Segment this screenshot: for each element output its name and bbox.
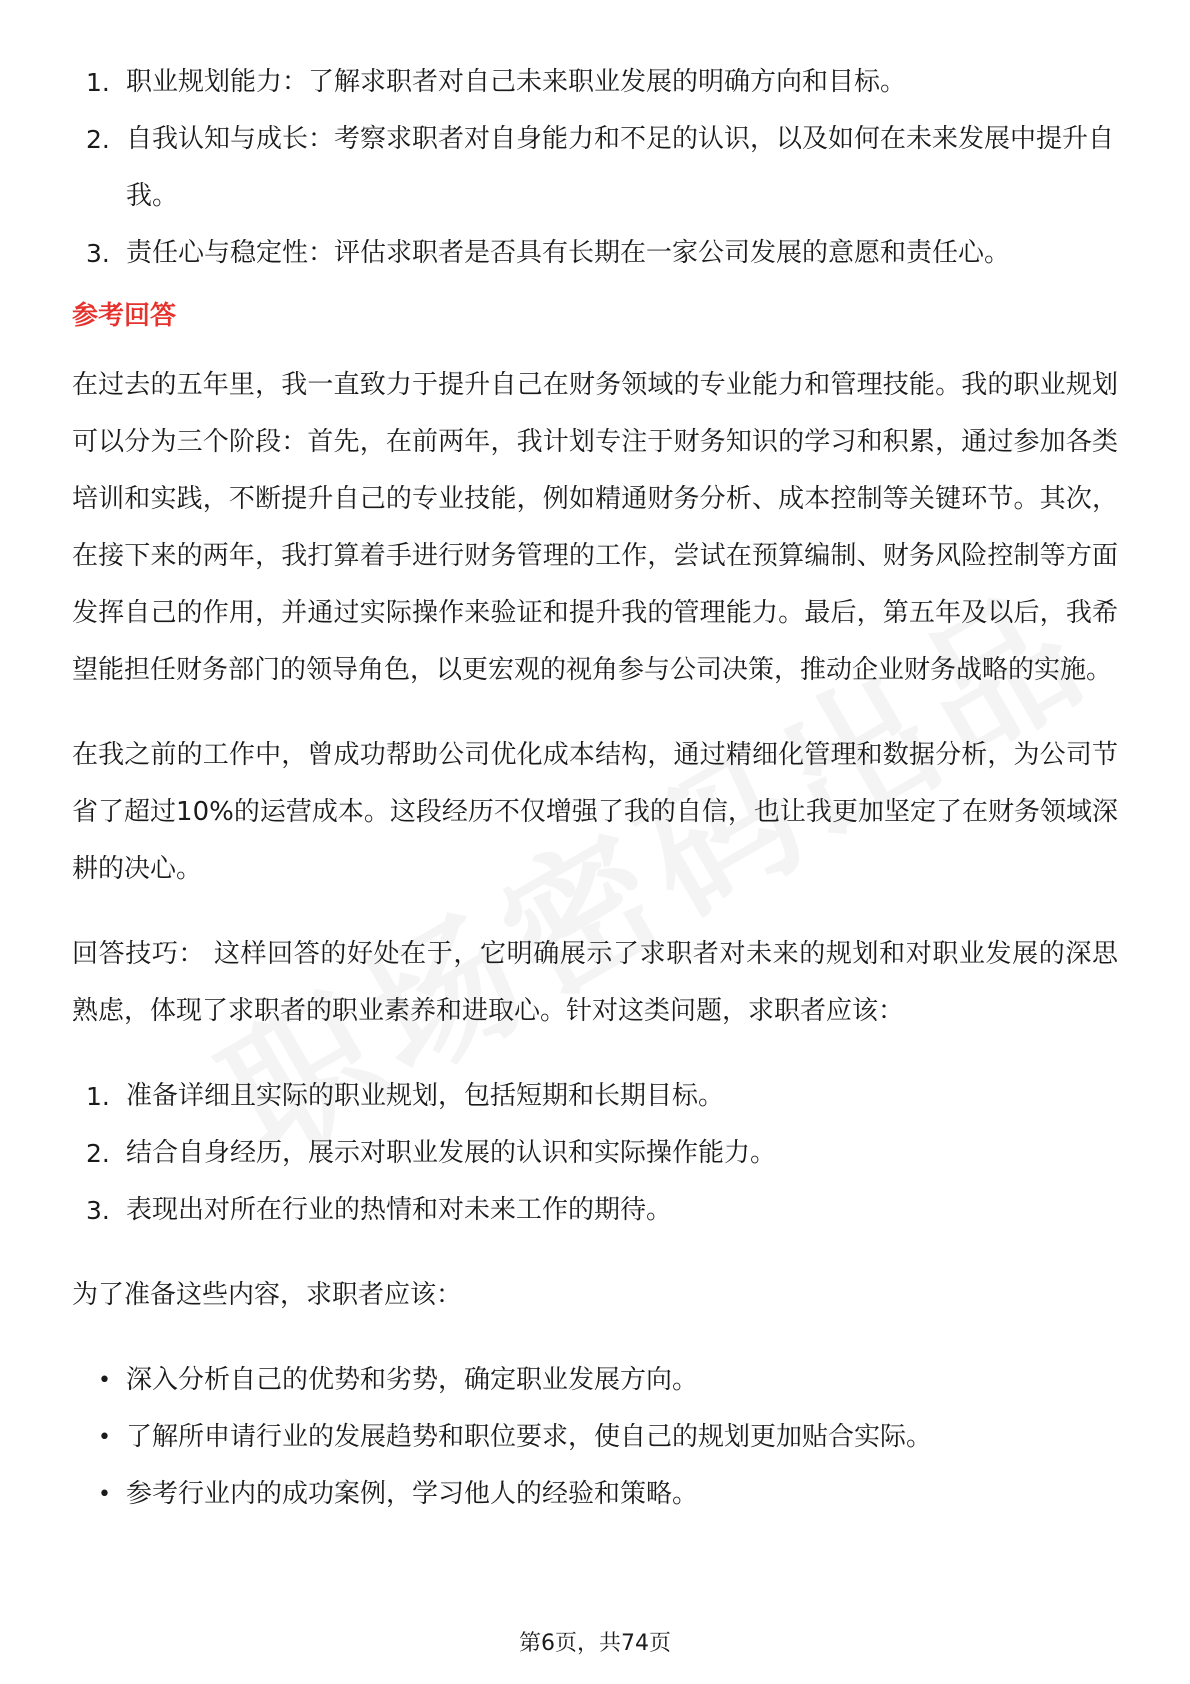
criteria-list — [72, 54, 1118, 282]
preparation-list — [72, 1352, 1118, 1523]
page-content — [72, 54, 1118, 1523]
answer-paragraph-1: 在过去的五年里，我一直致力于提升自己在财务领域的专业能力和管理技能。我的职业规划可以分为三个阶段：首先，在前两年，我计划专注于财务知识的学习和积累，通过参加各类培训和实践，不断提升自己的专业技能，例如精通财务分析、成本控制等关键环节。其次，在接下来的两年，我打算着手进行财务管理的工作，尝试在预算编制、财务风险控制等方面发挥自己的作用，并通过实际操作来验证和提升我的管理能力。最后，第五年及以后，我希望能担任财务部门的领导角色，以更宏观的视角参与公司决策，推动企业财务战略的实施。 — [72, 370, 1118, 685]
tips-paragraph: 回答技巧： 这样回答的好处在于，它明确展示了求职者对未来的规划和对职业发展的深思熟虑，体现了求职者的职业素养和进取心。针对这类问题，求职者应该： — [72, 939, 1118, 1026]
list-number: 1. — [86, 68, 110, 97]
list-number: 2. — [86, 1139, 110, 1168]
list-item — [72, 54, 1118, 111]
list-item-text: 自我认知与成长：考察求职者对自身能力和不足的认识，以及如何在未来发展中提升自我。 — [126, 124, 1115, 211]
list-item — [72, 1068, 1118, 1125]
list-item-text: 结合自身经历，展示对职业发展的认识和实际操作能力。 — [126, 1138, 777, 1168]
list-number: 3. — [86, 239, 110, 268]
list-number: 1. — [86, 1082, 110, 1111]
page-footer: 第6页，共74页 — [519, 1631, 671, 1656]
list-item-text: 深入分析自己的优势和劣势，确定职业发展方向。 — [126, 1365, 699, 1395]
section-heading: 参考回答 — [72, 301, 177, 331]
list-item-text: 表现出对所在行业的热情和对未来工作的期待。 — [126, 1195, 673, 1225]
list-number: 2. — [86, 125, 110, 154]
list-item-text: 准备详细且实际的职业规划，包括短期和长期目标。 — [126, 1081, 725, 1111]
list-item — [72, 111, 1118, 225]
list-item — [72, 1409, 1118, 1466]
preparation-paragraph: 为了准备这些内容，求职者应该： — [72, 1280, 463, 1310]
list-item — [72, 1466, 1118, 1523]
bullet: • — [98, 1482, 111, 1507]
bullet: • — [98, 1425, 111, 1450]
tips-list — [72, 1068, 1118, 1239]
list-number: 3. — [86, 1196, 110, 1225]
bullet: • — [98, 1368, 111, 1393]
answer-paragraph-2: 在我之前的工作中，曾成功帮助公司优化成本结构，通过精细化管理和数据分析，为公司节省了超过10%的运营成本。这段经历不仅增强了我的自信，也让我更加坚定了在财务领域深耕的决心。 — [72, 740, 1118, 884]
list-item-text: 责任心与稳定性：评估求职者是否具有长期在一家公司发展的意愿和责任心。 — [126, 238, 1011, 268]
list-item-text: 了解所申请行业的发展趋势和职位要求，使自己的规划更加贴合实际。 — [126, 1422, 933, 1452]
list-item — [72, 1182, 1118, 1239]
list-item — [72, 225, 1118, 282]
list-item — [72, 1352, 1118, 1409]
list-item-text: 职业规划能力：了解求职者对自己未来职业发展的明确方向和目标。 — [126, 67, 907, 97]
list-item — [72, 1125, 1118, 1182]
list-item-text: 参考行业内的成功案例，学习他人的经验和策略。 — [126, 1479, 699, 1509]
